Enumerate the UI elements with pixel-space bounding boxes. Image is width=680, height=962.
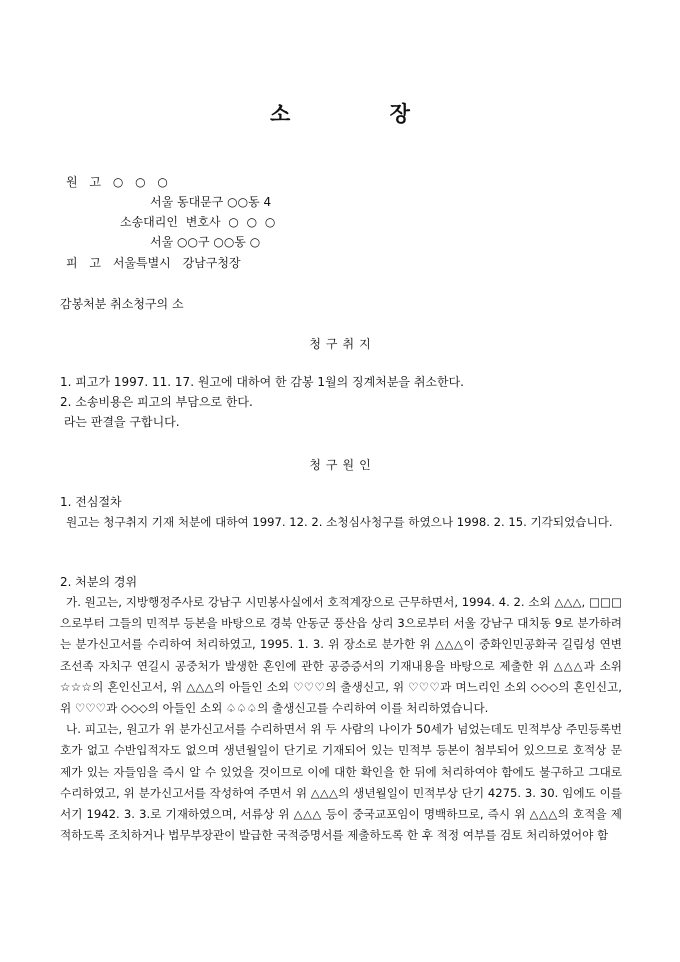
section-paragraph: [60, 512, 622, 533]
claim-purpose-item: 2. 소송비용은 피고의 부담으로 한다.: [60, 395, 253, 409]
section2-paragraph-a: 가. 원고는, 지방행정주사로 강남구 시민봉사실에서 호적계장으로 근무하면서, 1994. 4. 2. 소외 △△△, □□□으로부터 그들의 민적부 등본을 바탕으로 경북 안동군 풍산읍 상리 3으로부터 서울 강남구 대치동 9로 분가하려는 분가신고서를 수리하여 처리하였고, 1995. 1. 3. 위 장소로 분가한 위 △△△이 중화인민공화국 길림성 연변조선족 자치구 연길시 공중처가 발생한 혼인에 관한 공증증서의 기재내용을 바탕으로 제출한 위 △△△과 소위 ☆☆☆의 혼인신고서, 위 △△△의 아들인 소외 ♡♡♡의 출생신고, 위 ♡♡♡과 며느리인 소외 ◇◇◇의 혼인신고, 위 ♡♡♡과 ◇◇◇의 아들인 소외 ♤♤♤의 출생신고를 수리하여 이를 처리하였습니다.: [60, 595, 622, 716]
defendant-line: 피 고 서울특별시 강남구청장: [66, 256, 241, 270]
section1-text: 원고는 청구취지 기재 처분에 대하여 1997. 12. 2. 소청심사청구를 하였으나 1998. 2. 15. 기각되었습니다.: [66, 515, 613, 529]
section-paragraph: [60, 592, 622, 846]
plaintiff-line: 원 고 ○ ○ ○: [66, 175, 168, 189]
document-title: 소 장: [270, 101, 456, 126]
plaintiff-attorney: 소송대리인 변호사 ○ ○ ○: [120, 215, 276, 229]
claim-purpose-heading: 청구취지: [309, 337, 376, 351]
attorney-address: 서울 ○○구 ○○동 ○: [150, 235, 261, 249]
section-title: 2. 처분의 경위: [60, 575, 138, 589]
section2-paragraph-b: 나. 피고는, 원고가 위 분가신고서를 수리하면서 위 두 사람의 나이가 50세가 넘었는데도 민적부상 주민등록번호가 없고 수반입적자도 없으며 생년월일이 단기로 기재되어 있는 민적부 등본이 첨부되어 있으므로 호적상 문제가 있는 자들임을 즉시 알 수 있었을 것이므로 이에 대한 확인을 한 뒤에 처리하여야 함에도 불구하고 그대로 수리하였고, 위 분가신고서를 작성하여 주면서 위 △△△의 생년월일이 민적부상 단기 4275. 3. 30. 임에도 이를 서기 1942. 3. 3.로 기재하였으며, 서류상 위 △△△ 등이 중국교포임이 명백하므로, 즉시 위 △△△의 호적을 제적하도록 조치하거나 법무부장관이 발급한 국적증명서를 제출하도록 한 후 적정 여부를 검토 처리하였어야 함: [60, 722, 622, 843]
case-name: 감봉처분 취소청구의 소: [60, 297, 184, 311]
claim-cause-heading: 청구원인: [309, 458, 376, 472]
plaintiff-address: 서울 동대문구 ○○동 4: [150, 195, 272, 209]
claim-purpose-closing: 라는 판결을 구합니다.: [60, 415, 180, 429]
claim-purpose-item: 1. 피고가 1997. 11. 17. 원고에 대하여 한 감봉 1월의 징계처분을 취소한다.: [60, 375, 464, 389]
section-title: 1. 전심절차: [60, 495, 122, 509]
